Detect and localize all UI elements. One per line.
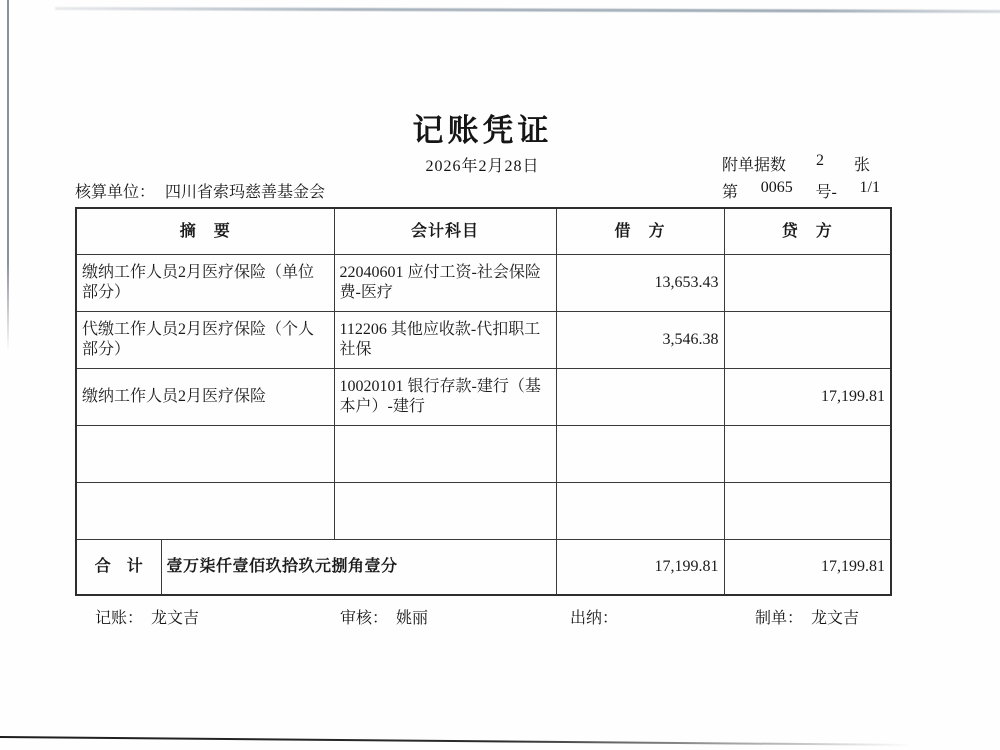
table-total-row xyxy=(76,540,891,596)
total-amount-in-words: 壹万柒仟壹佰玖拾玖元捌角壹分 xyxy=(161,540,556,596)
voucher-no-suffix: 号- xyxy=(815,184,837,201)
table-row xyxy=(76,369,891,426)
cell-credit: 17,199.81 xyxy=(724,369,891,426)
auditor-label: 审核： xyxy=(340,610,389,627)
cell-debit xyxy=(556,483,724,540)
cell-debit: 13,653.43 xyxy=(556,255,724,312)
accounting-unit-line xyxy=(75,179,325,202)
signature-cashier xyxy=(570,605,626,628)
cell-account: 10020101 银行存款-建行（基本户）-建行 xyxy=(334,369,556,426)
total-credit: 17,199.81 xyxy=(724,540,891,596)
auditor-name: 姚丽 xyxy=(396,610,429,627)
table-row-empty xyxy=(76,483,891,540)
signature-preparer xyxy=(755,605,859,628)
accounting-unit-label: 核算单位： xyxy=(75,184,156,201)
scan-left-edge-line xyxy=(7,0,9,352)
voucher-no-value: 0065 xyxy=(760,179,793,196)
preparer-name: 龙文吉 xyxy=(811,610,860,627)
voucher-title: 记账凭证 xyxy=(412,113,553,148)
total-debit: 17,199.81 xyxy=(556,540,724,596)
cell-account xyxy=(334,426,556,483)
cell-summary xyxy=(76,426,334,483)
preparer-label: 制单： xyxy=(755,610,804,627)
header-credit: 贷 方 xyxy=(724,208,891,255)
attachment-label: 附单据数 xyxy=(722,157,787,174)
cell-debit: 3,546.38 xyxy=(556,312,724,369)
cell-credit xyxy=(724,483,891,540)
voucher-date: 2026年2月28日 xyxy=(425,158,540,175)
signature-auditor xyxy=(340,605,428,628)
cashier-label: 出纳： xyxy=(570,610,619,627)
cell-account xyxy=(334,483,556,540)
cell-summary: 代缴工作人员2月医疗保险（个人部分） xyxy=(76,312,334,369)
voucher-page-no: 1/1 xyxy=(859,179,880,196)
cell-debit xyxy=(556,369,724,426)
cell-credit xyxy=(724,426,891,483)
cell-debit xyxy=(556,426,724,483)
voucher-number-line xyxy=(722,179,880,202)
scan-top-edge-line xyxy=(55,7,1000,13)
cell-summary xyxy=(76,483,334,540)
accounting-unit-name: 四川省索玛慈善基金会 xyxy=(165,184,326,201)
bookkeeper-name: 龙文吉 xyxy=(151,610,200,627)
table-header-row xyxy=(76,208,891,255)
table-row xyxy=(76,312,891,369)
table-row xyxy=(76,255,891,312)
signature-bookkeeper xyxy=(95,605,199,628)
attachment-count: 2 xyxy=(816,152,824,169)
header-account: 会计科目 xyxy=(334,208,556,255)
table-row-empty xyxy=(76,426,891,483)
header-debit: 借 方 xyxy=(556,208,724,255)
cell-account: 112206 其他应收款-代扣职工社保 xyxy=(334,312,556,369)
header-summary: 摘 要 xyxy=(76,208,334,255)
cell-credit xyxy=(724,255,891,312)
cell-credit xyxy=(724,312,891,369)
voucher-table xyxy=(75,207,892,596)
total-label: 合 计 xyxy=(76,540,161,596)
bookkeeper-label: 记账： xyxy=(95,610,144,627)
scan-bottom-edge-line xyxy=(0,736,912,746)
voucher-no-prefix: 第 xyxy=(722,184,739,201)
attachment-count-line xyxy=(722,152,870,175)
cell-summary: 缴纳工作人员2月医疗保险（单位部分） xyxy=(76,255,334,312)
cell-summary: 缴纳工作人员2月医疗保险 xyxy=(76,369,334,426)
attachment-unit: 张 xyxy=(853,157,870,174)
cell-account: 22040601 应付工资-社会保险费-医疗 xyxy=(334,255,556,312)
